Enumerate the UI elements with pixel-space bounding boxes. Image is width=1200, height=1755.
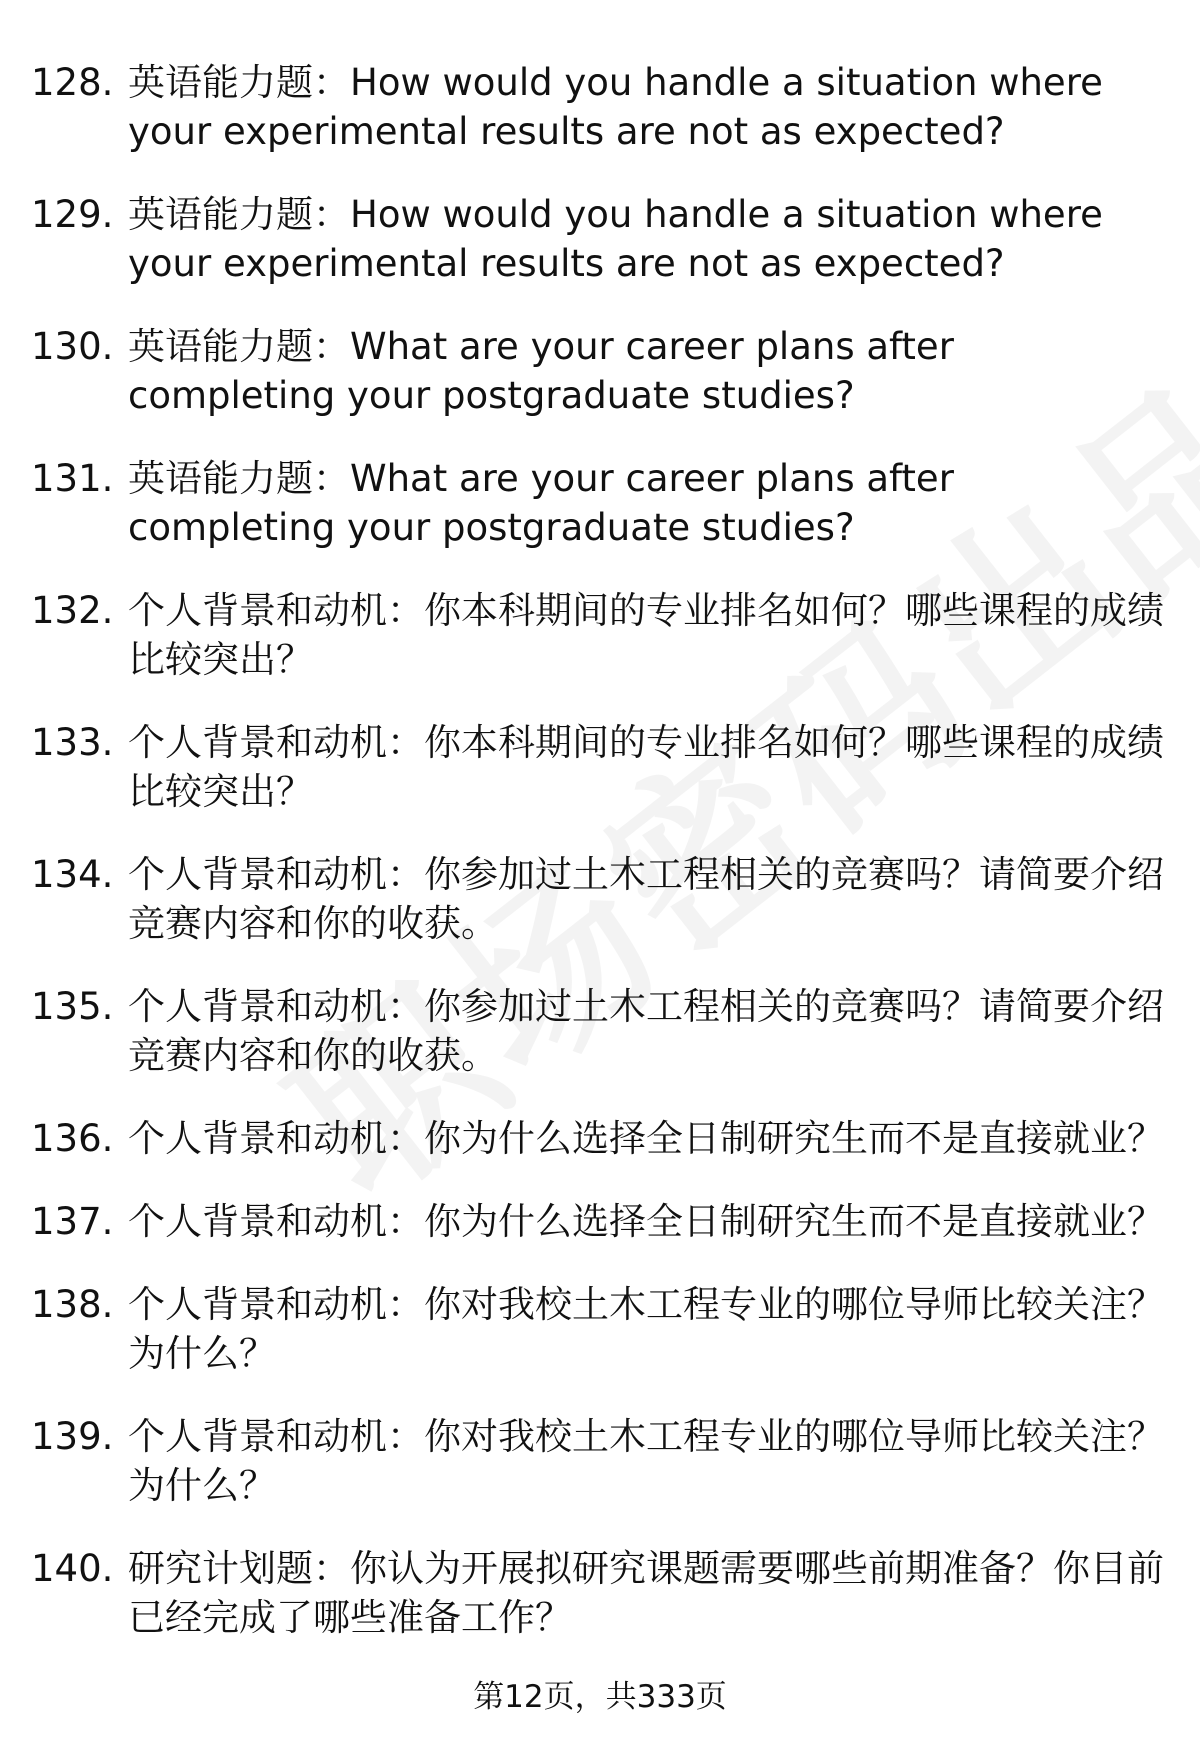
page-footer [0, 1677, 1200, 1717]
question-text: 个人背景和动机：你为什么选择全日制研究生而不是直接就业？ [128, 1117, 1164, 1160]
question-item [0, 190, 1200, 322]
question-item [0, 1280, 1200, 1412]
question-item [0, 322, 1200, 454]
question-text: 研究计划题：你认为开展拟研究课题需要哪些前期准备？你目前已经完成了哪些准备工作？ [128, 1547, 1164, 1639]
question-number: 137. [31, 1200, 114, 1243]
question-text: 英语能力题：What are your career plans after completing your postgraduate studies? [128, 325, 954, 417]
question-item [0, 586, 1200, 718]
question-item [0, 58, 1200, 190]
question-list [0, 58, 1200, 1676]
question-item [0, 1544, 1200, 1676]
question-text: 个人背景和动机：你本科期间的专业排名如何？哪些课程的成绩比较突出？ [128, 721, 1164, 813]
question-item [0, 1412, 1200, 1544]
question-text: 个人背景和动机：你为什么选择全日制研究生而不是直接就业？ [128, 1200, 1164, 1243]
question-item [0, 718, 1200, 850]
question-text: 英语能力题：What are your career plans after completing your postgraduate studies? [128, 457, 954, 549]
question-number: 133. [31, 721, 114, 764]
question-number: 128. [31, 61, 114, 104]
question-number: 134. [31, 853, 114, 896]
question-text: 个人背景和动机：你参加过土木工程相关的竞赛吗？请简要介绍竞赛内容和你的收获。 [128, 985, 1164, 1077]
question-text: 英语能力题：How would you handle a situation where your experimental results are not as expected? [128, 61, 1103, 153]
question-item [0, 454, 1200, 586]
question-number: 135. [31, 985, 114, 1028]
question-number: 138. [31, 1283, 114, 1326]
question-text: 个人背景和动机：你本科期间的专业排名如何？哪些课程的成绩比较突出？ [128, 589, 1164, 681]
question-number: 139. [31, 1415, 114, 1458]
question-text: 个人背景和动机：你对我校土木工程专业的哪位导师比较关注？为什么？ [128, 1283, 1164, 1375]
question-item [0, 982, 1200, 1114]
question-number: 140. [31, 1547, 114, 1590]
question-number: 129. [31, 193, 114, 236]
question-text: 英语能力题：How would you handle a situation where your experimental results are not as expected? [128, 193, 1103, 285]
question-number: 136. [31, 1117, 114, 1160]
question-number: 131. [31, 457, 114, 500]
question-item [0, 1114, 1200, 1197]
question-number: 132. [31, 589, 114, 632]
question-item [0, 850, 1200, 982]
question-item [0, 1197, 1200, 1280]
question-number: 130. [31, 325, 114, 368]
question-text: 个人背景和动机：你参加过土木工程相关的竞赛吗？请简要介绍竞赛内容和你的收获。 [128, 853, 1164, 945]
page-number-label: 第12页，共333页 [473, 1679, 727, 1715]
question-text: 个人背景和动机：你对我校土木工程专业的哪位导师比较关注？为什么？ [128, 1415, 1164, 1507]
